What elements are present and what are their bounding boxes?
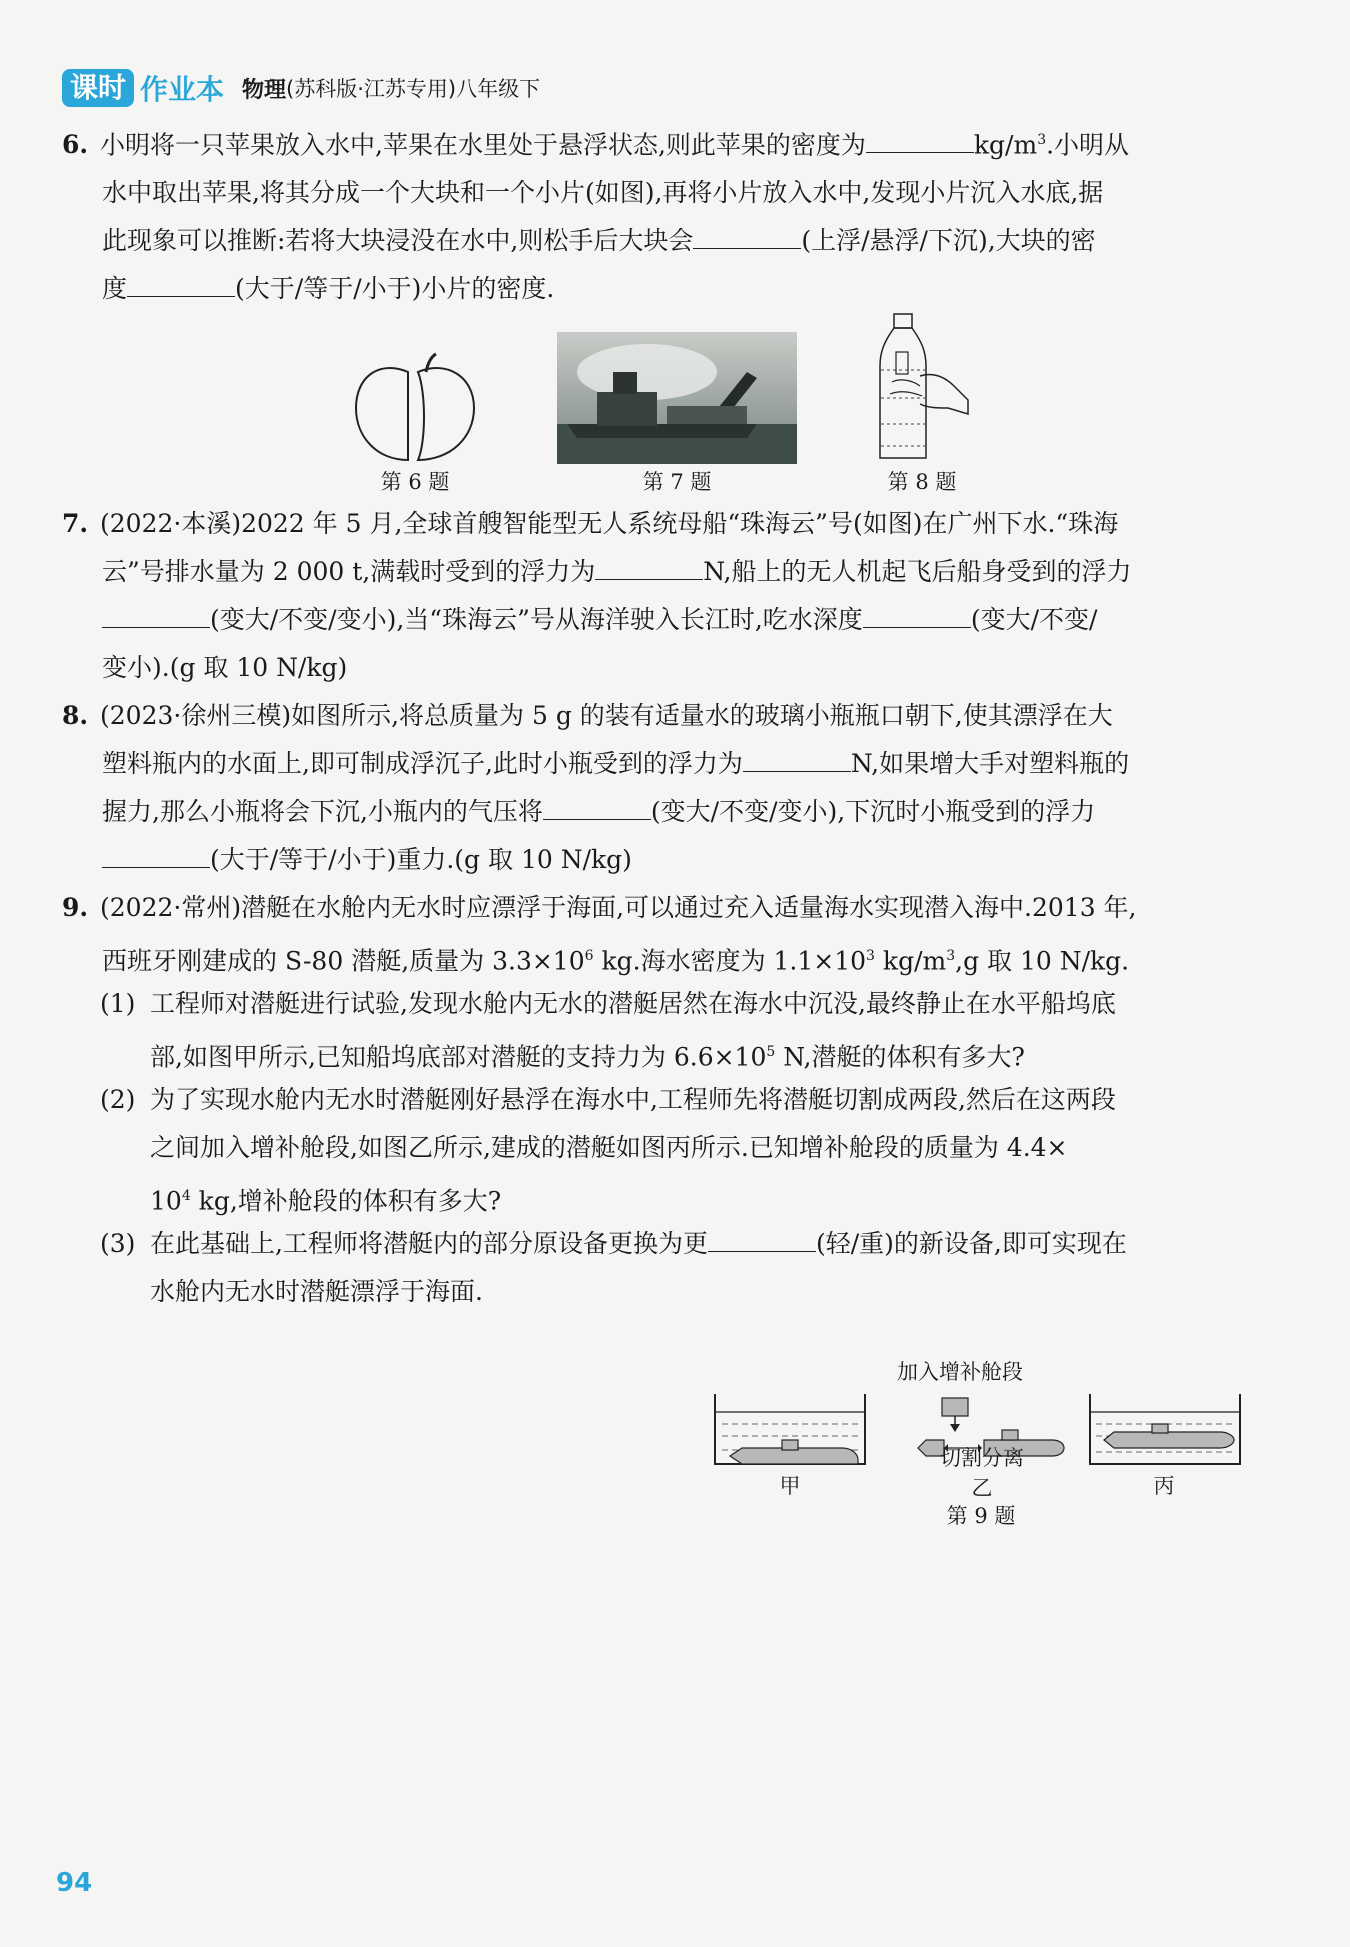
apple-figure: [350, 352, 480, 464]
question-number: 6.: [62, 130, 89, 160]
page-number: 94: [56, 1868, 93, 1898]
answer-blank[interactable]: [102, 599, 210, 628]
question-6: [62, 116, 1252, 313]
question-number: 7.: [62, 509, 89, 538]
question-9-part-3: [100, 1220, 1252, 1316]
brand-logo-tail: 作业本: [140, 73, 225, 106]
answer-blank[interactable]: [708, 1223, 816, 1252]
cut-label: 切割分离: [940, 1446, 1024, 1470]
ship-photo: [557, 332, 797, 464]
q9-text: 部,如图甲所示,已知船坞底部对潜艇的支持力为 6.6×10: [150, 1042, 767, 1072]
q8-text: 塑料瓶内的水面上,即可制成浮沉子,此时小瓶受到的浮力为: [102, 749, 743, 778]
q8-text: (变大/不变/变小),下沉时小瓶受到的浮力: [650, 797, 1096, 826]
question-number: 9.: [62, 893, 89, 922]
answer-blank[interactable]: [543, 791, 651, 820]
q9-text: 10: [150, 1186, 182, 1216]
q7-line: 变小).(g 取 10 N/kg): [102, 653, 348, 682]
subject-title: 物理: [242, 77, 287, 103]
label-jia: 甲: [779, 1474, 801, 1498]
answer-blank[interactable]: [127, 268, 235, 297]
q7-text: 云”号排水量为 2 000 t,满载时受到的浮力为: [102, 557, 596, 586]
q9-text: 在此基础上,工程师将潜艇内的部分原设备更换为更: [150, 1229, 708, 1258]
answer-blank[interactable]: [863, 599, 971, 628]
q9-text: 为了实现水舱内无水时潜艇刚好悬浮在海水中,工程师先将潜艇切割成两段,然后在这两段: [150, 1085, 1116, 1114]
bottle-figure: [872, 312, 972, 464]
label-bing: 丙: [1153, 1474, 1175, 1498]
sub-question-number: (1): [100, 989, 136, 1018]
tank-bing: [1090, 1394, 1240, 1464]
question-9: [62, 884, 1252, 985]
q7-text: (变大/不变/: [970, 605, 1098, 634]
q9-text: 西班牙刚建成的 S-80 潜艇,质量为 3.3×10: [102, 946, 585, 976]
exponent: 3: [866, 948, 875, 964]
q9-text: (2022·常州)潜艇在水舱内无水时应漂浮于海面,可以通过充入适量海水实现潜入海中.2013 年,: [100, 893, 1137, 922]
sub-question-number: (2): [100, 1085, 136, 1114]
q9-text: kg.海水密度为 1.1×10: [593, 946, 867, 976]
q6-text: .小明从: [1046, 130, 1130, 160]
question-9-part-2: [100, 1076, 1252, 1225]
subject-edition: (苏科版·江苏专用)八年级下: [286, 77, 541, 101]
answer-blank[interactable]: [866, 124, 974, 153]
question-8: [62, 692, 1252, 884]
question-number: 8.: [62, 701, 89, 730]
unit-text: kg/m: [973, 130, 1038, 160]
figure-7-caption: 第 7 题: [642, 470, 712, 494]
q9-line: 水舱内无水时潜艇漂浮于海面.: [150, 1277, 483, 1306]
q9-text: (轻/重)的新设备,即可实现在: [815, 1229, 1127, 1258]
q8-text: (2023·徐州三模)如图所示,将总质量为 5 g 的装有适量水的玻璃小瓶瓶口朝下,使其漂浮在大: [100, 701, 1113, 730]
q9-text: 工程师对潜艇进行试验,发现水舱内无水的潜艇居然在海水中沉没,最终静止在水平船坞底: [150, 989, 1116, 1018]
figure-6-caption: 第 6 题: [380, 470, 450, 494]
q9-text: ,g 取 10 N/kg.: [955, 946, 1130, 976]
tank-jia: [715, 1394, 865, 1464]
answer-blank[interactable]: [743, 743, 851, 772]
sub-question-number: (3): [100, 1229, 136, 1258]
answer-blank[interactable]: [102, 839, 210, 868]
answer-blank[interactable]: [693, 220, 801, 249]
q6-text: 小明将一只苹果放入水中,苹果在水里处于悬浮状态,则此苹果的密度为: [100, 130, 866, 160]
answer-blank[interactable]: [595, 551, 703, 580]
q9-text: kg/m: [874, 946, 947, 976]
q7-text: N,船上的无人机起飞后船身受到的浮力: [703, 557, 1132, 586]
q6-line: 水中取出苹果,将其分成一个大块和一个小片(如图),再将小片放入水中,发现小片沉入水底,据: [102, 178, 1104, 208]
exponent: 5: [766, 1044, 776, 1060]
q7-text: (2022·本溪)2022 年 5 月,全球首艘智能型无人系统母船“珠海云”号(如图)在广州下水.“珠海: [100, 509, 1119, 538]
q6-text: 度: [102, 274, 128, 304]
question-9-part-1: [100, 980, 1252, 1081]
q8-text: (大于/等于/小于)重力.(g 取 10 N/kg): [210, 845, 632, 874]
q6-text: (大于/等于/小于)小片的密度.: [235, 274, 555, 304]
exponent: 3: [946, 948, 956, 964]
figure-9-caption: 第 9 题: [946, 1504, 1016, 1528]
question-7: [62, 500, 1252, 692]
brand-logo: 课时: [62, 69, 134, 107]
q6-text: 此现象可以推断:若将大块浸没在水中,则松手后大块会: [102, 226, 694, 256]
label-yi: 乙: [971, 1476, 993, 1500]
q9-line: 之间加入增补舱段,如图乙所示,建成的潜艇如图丙所示.已知增补舱段的质量为 4.4×: [150, 1133, 1068, 1162]
exponent: 3: [1037, 132, 1047, 148]
q8-text: 握力,那么小瓶将会下沉,小瓶内的气压将: [102, 797, 543, 826]
q6-text: (上浮/悬浮/下沉),大块的密: [801, 226, 1096, 256]
q7-text: (变大/不变/变小),当“珠海云”号从海洋驶入长江时,吃水深度: [210, 605, 863, 634]
figure-8-caption: 第 8 题: [887, 470, 957, 494]
q8-text: N,如果增大手对塑料瓶的: [850, 749, 1130, 778]
exponent: 6: [584, 948, 594, 964]
add-section-label: 加入增补舱段: [897, 1360, 1023, 1384]
exponent: 4: [181, 1188, 191, 1204]
page-header: [62, 68, 540, 108]
q9-text: kg,增补舱段的体积有多大?: [190, 1186, 502, 1216]
q9-text: N,潜艇的体积有多大?: [775, 1042, 1025, 1072]
